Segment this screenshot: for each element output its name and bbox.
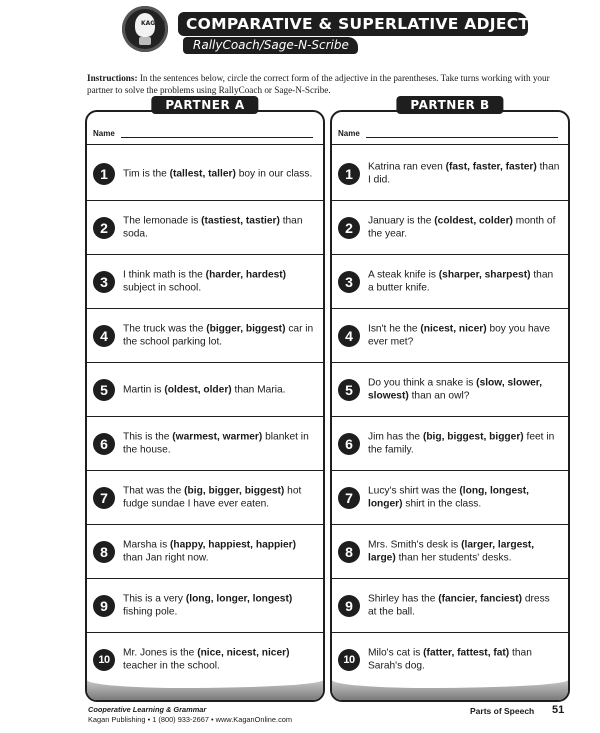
footer-credits	[88, 705, 292, 725]
book-title: Cooperative Learning & Grammar	[88, 705, 207, 714]
problem-number: 2	[93, 217, 115, 239]
problem-number: 5	[93, 379, 115, 401]
adjective-choices[interactable]: (tastiest, tastier)	[201, 215, 280, 226]
sentence-text: teacher in the school.	[123, 660, 220, 672]
adjective-choices[interactable]: (harder, hardest)	[205, 269, 287, 280]
problem-item	[87, 633, 323, 687]
problem-sentence	[368, 484, 560, 511]
problem-item	[87, 471, 323, 525]
problem-number: 2	[338, 217, 360, 239]
sentence-text: This is a very	[123, 593, 186, 604]
problem-sentence	[123, 484, 315, 511]
problem-number: 10	[338, 649, 360, 671]
sentence-text: Tim is the	[123, 167, 170, 179]
problem-item	[332, 363, 568, 417]
sentence-text: I think math is the	[123, 269, 206, 280]
problem-item	[332, 147, 568, 201]
sentence-text: than a butter knife.	[368, 269, 554, 294]
problem-sentence	[368, 214, 560, 241]
problem-item	[87, 147, 323, 201]
sentence-text: That was the	[123, 485, 185, 496]
page-subtitle: RallyCoach/Sage-N-Scribe	[183, 37, 358, 54]
name-field[interactable]	[121, 137, 313, 138]
problem-item	[87, 363, 323, 417]
partner-b-column	[330, 98, 570, 702]
adjective-choices[interactable]: (bigger, biggest)	[206, 323, 286, 334]
problem-sentence	[123, 214, 315, 241]
page-number: 51	[552, 704, 565, 716]
sentence-text: than her students' desks.	[395, 552, 512, 564]
sentence-text: Jim has the	[368, 431, 423, 442]
problem-item	[87, 255, 323, 309]
problem-item	[87, 417, 323, 471]
adjective-choices[interactable]: (warmest, warmer)	[172, 431, 263, 442]
adjective-choices[interactable]: (coldest, colder)	[434, 215, 513, 226]
sentence-text: Martin is	[123, 383, 165, 395]
sentence-text: than Sarah's dog.	[368, 647, 532, 672]
decorative-wave	[332, 680, 568, 700]
instructions-text: In the sentences below, circle the correct form of the adjective in the parentheses. Take turns working with your partner to solve the problems using RallyCoach or Sage-N-Scribe.	[87, 73, 550, 95]
adjective-choices[interactable]: (slow, slower, slowest)	[368, 377, 543, 402]
problem-sentence	[368, 430, 560, 457]
partner-a-column	[85, 98, 325, 702]
sentence-text: month of the year.	[368, 215, 556, 240]
sentence-text: Do you think a snake is	[368, 377, 477, 388]
adjective-choices[interactable]: (fast, faster, faster)	[445, 161, 537, 172]
logo-tag: KAGAN	[141, 20, 165, 27]
sentence-text: Shirley has the	[368, 593, 439, 604]
sentence-text: boy in our class.	[235, 167, 313, 179]
problem-sentence	[368, 646, 560, 673]
publisher-info: Kagan Publishing • 1 (800) 933-2667 • www.KaganOnline.com	[88, 715, 293, 724]
problem-sentence	[123, 646, 315, 673]
problem-sentence	[368, 268, 560, 295]
problem-number: 7	[338, 487, 360, 509]
sentence-text: Milo's cat is	[368, 647, 424, 658]
problem-item	[87, 525, 323, 579]
sentence-text: fishing pole.	[123, 606, 178, 618]
name-field[interactable]	[366, 137, 558, 138]
adjective-choices[interactable]: (big, biggest, bigger)	[422, 431, 524, 442]
sentence-text: hot fudge sundae I have ever eaten.	[123, 485, 302, 510]
problem-number: 3	[93, 271, 115, 293]
problem-item	[332, 201, 568, 255]
problem-sentence	[368, 160, 560, 187]
problem-sentence	[123, 592, 315, 619]
problem-item	[87, 579, 323, 633]
sentence-text: Marsha is	[123, 539, 170, 550]
adjective-choices[interactable]: (larger, largest, large)	[368, 539, 535, 564]
problem-sentence	[123, 383, 315, 397]
sentence-text: than Maria.	[231, 383, 286, 395]
problem-sentence	[123, 322, 315, 349]
sentence-text: than Jan right now.	[123, 552, 209, 564]
problem-number: 7	[93, 487, 115, 509]
instructions	[87, 72, 565, 96]
problem-sentence	[368, 538, 560, 565]
sentence-text: feet in the family.	[368, 431, 555, 456]
problem-sentence	[368, 592, 560, 619]
problem-number: 9	[338, 595, 360, 617]
problem-item	[87, 309, 323, 363]
sentence-text: boy you have ever met?	[368, 323, 551, 348]
sentence-text: Katrina ran even	[368, 161, 446, 172]
partner-a-title: PARTNER A	[151, 96, 258, 114]
page-title: COMPARATIVE & SUPERLATIVE ADJECTIVES	[178, 12, 528, 36]
adjective-choices[interactable]: (tallest, taller)	[169, 167, 236, 179]
sentence-text: The truck was the	[123, 323, 207, 334]
adjective-choices[interactable]: (fatter, fattest, fat)	[423, 647, 510, 658]
adjective-choices[interactable]: (long, longest, longer)	[368, 485, 530, 510]
sentence-text: Lucy's shirt was the	[368, 485, 460, 496]
problem-sentence	[123, 430, 315, 457]
sentence-text: dress at the ball.	[368, 593, 550, 618]
problem-number: 4	[338, 325, 360, 347]
problem-number: 3	[338, 271, 360, 293]
sentence-text: Isn't he the	[368, 323, 421, 334]
problem-number: 10	[93, 649, 115, 671]
sentence-text: shirt in the class.	[402, 498, 482, 510]
adjective-choices[interactable]: (fancier, fanciest)	[438, 593, 523, 604]
sentence-text: The lemonade is	[123, 215, 202, 226]
problem-number: 4	[93, 325, 115, 347]
problem-item	[87, 201, 323, 255]
sentence-text: blanket in the house.	[123, 431, 309, 456]
problem-item	[332, 579, 568, 633]
sentence-text: than soda.	[123, 215, 303, 240]
sentence-text: than an owl?	[408, 390, 470, 402]
name-label: Name	[93, 129, 115, 138]
sentence-text: Mrs. Smith's desk is	[368, 539, 462, 550]
problem-item	[332, 309, 568, 363]
problem-number: 1	[338, 163, 360, 185]
problem-item	[332, 633, 568, 687]
problem-number: 8	[93, 541, 115, 563]
problem-number: 9	[93, 595, 115, 617]
partner-b-title: PARTNER B	[396, 96, 503, 114]
adjective-choices[interactable]: (long, longer, longest)	[185, 593, 293, 604]
problem-sentence	[368, 322, 560, 349]
problem-number: 5	[338, 379, 360, 401]
problem-item	[332, 417, 568, 471]
sentence-text: A steak knife is	[368, 269, 439, 280]
instructions-label: Instructions:	[87, 73, 138, 83]
adjective-choices[interactable]: (big, bigger, biggest)	[184, 485, 285, 496]
sentence-text: subject in school.	[123, 282, 202, 294]
problem-item	[332, 525, 568, 579]
adjective-choices[interactable]: (nice, nicest, nicer)	[197, 647, 290, 658]
lightbulb-logo-icon	[122, 6, 168, 52]
name-row	[87, 124, 323, 145]
adjective-choices[interactable]: (oldest, older)	[164, 383, 232, 395]
sentence-text: Mr. Jones is the	[123, 647, 198, 658]
adjective-choices[interactable]: (nicest, nicer)	[420, 323, 487, 334]
sentence-text: car in the school parking lot.	[123, 323, 314, 348]
problem-sentence	[123, 167, 315, 181]
section-name: Parts of Speech	[470, 706, 535, 716]
problem-sentence	[123, 538, 315, 565]
problem-item	[332, 255, 568, 309]
sentence-text: January is the	[368, 215, 435, 226]
decorative-wave	[87, 680, 323, 700]
adjective-choices[interactable]: (sharper, sharpest)	[438, 269, 531, 280]
problem-number: 6	[93, 433, 115, 455]
sentence-text: This is the	[123, 431, 173, 442]
problem-number: 8	[338, 541, 360, 563]
problem-sentence	[368, 376, 560, 403]
name-label: Name	[338, 129, 360, 138]
sentence-text: than I did.	[368, 161, 560, 186]
name-row	[332, 124, 568, 145]
problem-number: 6	[338, 433, 360, 455]
bulb-base	[139, 37, 151, 45]
adjective-choices[interactable]: (happy, happiest, happier)	[170, 539, 297, 550]
problem-number: 1	[93, 163, 115, 185]
problem-sentence	[123, 268, 315, 295]
problem-item	[332, 471, 568, 525]
